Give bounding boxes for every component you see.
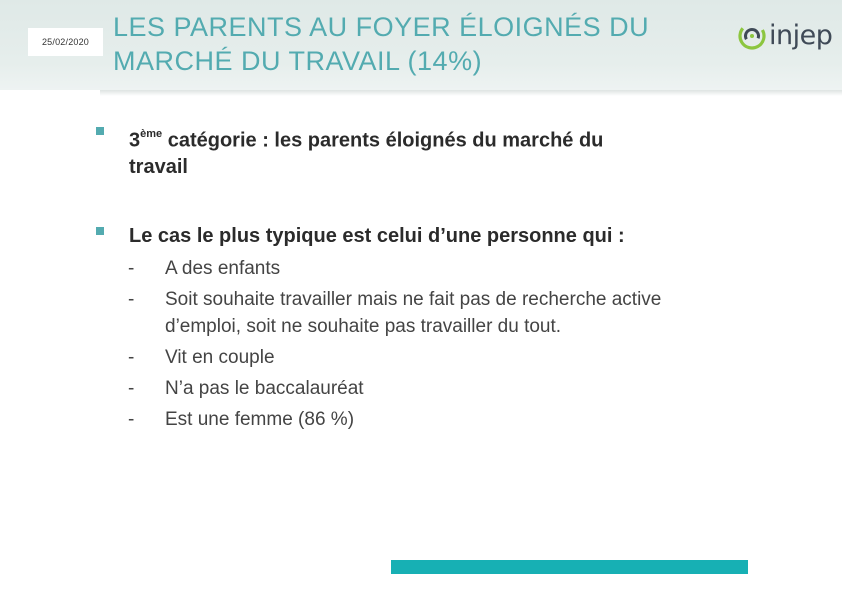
bullet-square-1 — [96, 127, 104, 135]
list-dash: - — [128, 289, 135, 310]
slide-title-line-2: MARCHÉ DU TRAVAIL (14%) — [113, 46, 483, 76]
bullet-1-line-2: travail — [129, 156, 188, 178]
date-label: 25/02/2020 — [28, 28, 103, 56]
injep-spiral-logo-icon — [738, 22, 766, 50]
slide-title — [113, 10, 713, 78]
list-dash: - — [128, 347, 135, 368]
footer-accent-bar — [391, 560, 748, 574]
bullet-1-text — [129, 121, 749, 156]
bullet-1-superscript: ème — [140, 128, 163, 140]
list-item-text: Vit en couple — [165, 347, 275, 368]
logo-wordmark: injep — [769, 20, 833, 51]
bullet-square-2 — [96, 227, 104, 235]
header-shadow — [100, 90, 842, 96]
list-dash: - — [128, 258, 135, 279]
list-item-text-line-2: d’emploi, soit ne souhaite pas travailler du tout. — [165, 316, 562, 337]
list-item-text: Est une femme (86 %) — [165, 409, 355, 430]
bullet-1-line-1: catégorie : les parents éloignés du marché du — [162, 129, 604, 152]
list-dash: - — [128, 378, 135, 399]
list-item-text: A des enfants — [165, 258, 281, 279]
bullet-1-number: 3 — [129, 129, 141, 152]
bullet-2-text: Le cas le plus typique est celui d’une personne qui : — [129, 225, 625, 247]
list-item-text: Soit souhaite travailler mais ne fait pas de recherche active — [165, 289, 662, 310]
list-item-text: N’a pas le baccalauréat — [165, 378, 364, 399]
list-dash: - — [128, 409, 135, 430]
injep-logo — [738, 18, 833, 54]
slide-title-line-1: LES PARENTS AU FOYER ÉLOIGNÉS DU — [113, 12, 650, 42]
